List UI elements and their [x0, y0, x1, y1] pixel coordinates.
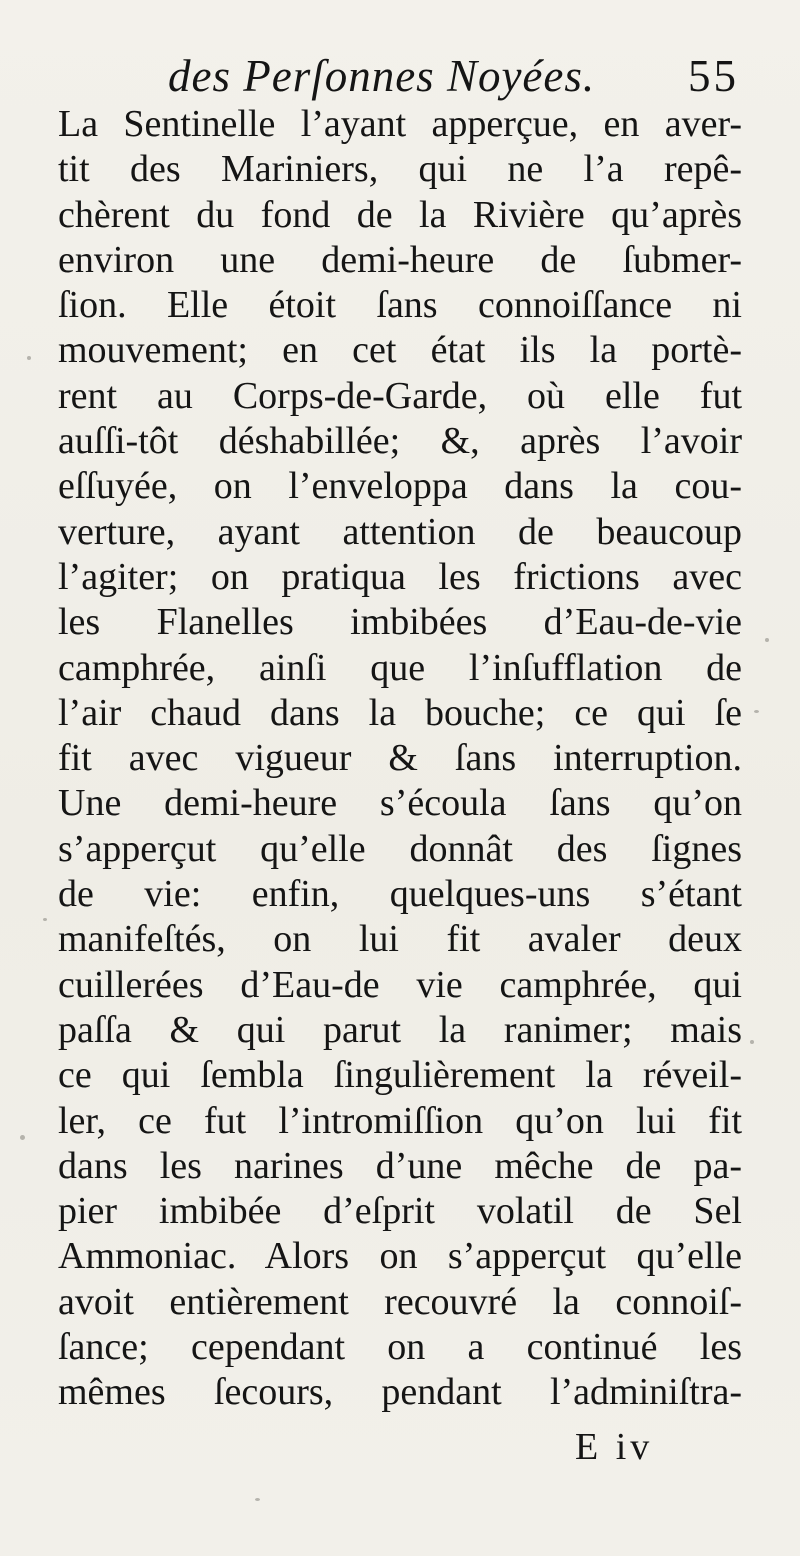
text-line: de vie: enfin, quelques-uns s’étant [58, 873, 742, 916]
text-line: ſance; cependant on a continué les [58, 1326, 742, 1369]
text-line: camphrée, ainſi que l’inſufflation de [58, 646, 742, 689]
text-line: Ammoniac. Alors on s’apperçut qu’elle [58, 1235, 742, 1278]
text-line: rent au Corps-de-Garde, où elle fut [58, 374, 742, 417]
text-line: auſſi-tôt déshabillée; &, après l’avoir [58, 420, 742, 463]
text-line: l’agiter; on pratiqua les frictions avec [58, 555, 742, 598]
paper-speck [27, 356, 31, 360]
text-line: ſion. Elle étoit ſans connoiſſance ni [58, 284, 742, 327]
text-line: environ une demi-heure de ſubmer- [58, 238, 742, 281]
text-line: paſſa & qui parut la ranimer; mais [58, 1008, 742, 1051]
paper-speck [43, 918, 47, 921]
text-line: verture, ayant attention de beaucoup [58, 510, 742, 553]
text-line: mouvement; en cet état ils la portè- [58, 329, 742, 372]
text-line: pier imbibée d’eſprit volatil de Sel [58, 1190, 742, 1233]
running-head: des Perſonnes Noyées. [168, 51, 596, 101]
paper-speck [20, 1135, 25, 1140]
text-line: mêmes ſecours, pendant l’adminiſtra- [58, 1371, 742, 1414]
text-line: dans les narines d’une mêche de pa- [58, 1144, 742, 1187]
text-line: les Flanelles imbibées d’Eau-de-vie [58, 601, 742, 644]
text-line: eſſuyée, on l’enveloppa dans la cou- [58, 465, 742, 508]
paper-speck [765, 638, 769, 642]
paper-speck [750, 1040, 754, 1044]
text-line: ler, ce fut l’intromiſſion qu’on lui fit [58, 1099, 742, 1142]
text-line: La Sentinelle l’ayant apperçue, en aver- [58, 103, 742, 145]
text-line: s’apperçut qu’elle donnât des ſignes [58, 827, 742, 870]
text-line: cuillerées d’Eau-de vie camphrée, qui [58, 963, 742, 1006]
text-line: tit des Mariniers, qui ne l’a repê- [58, 148, 742, 191]
body-text [58, 102, 742, 1416]
text-line: manifeſtés, on lui fit avaler deux [58, 918, 742, 961]
text-line: chèrent du fond de la Rivière qu’après [58, 193, 742, 236]
text-line: avoit entièrement recouvré la connoiſ- [58, 1280, 742, 1323]
text-line: ce qui ſembla ſingulièrement la réveil- [58, 1054, 742, 1097]
page-number: 55 [688, 51, 739, 101]
text-line: fit avec vigueur & ſans interruption. [58, 737, 742, 780]
paper-speck [754, 710, 759, 713]
signature-mark: E iv [575, 1426, 654, 1468]
paper-speck [255, 1498, 260, 1501]
text-line: Une demi-heure s’écoula ſans qu’on [58, 782, 742, 825]
text-line: l’air chaud dans la bouche; ce qui ſe [58, 691, 742, 734]
